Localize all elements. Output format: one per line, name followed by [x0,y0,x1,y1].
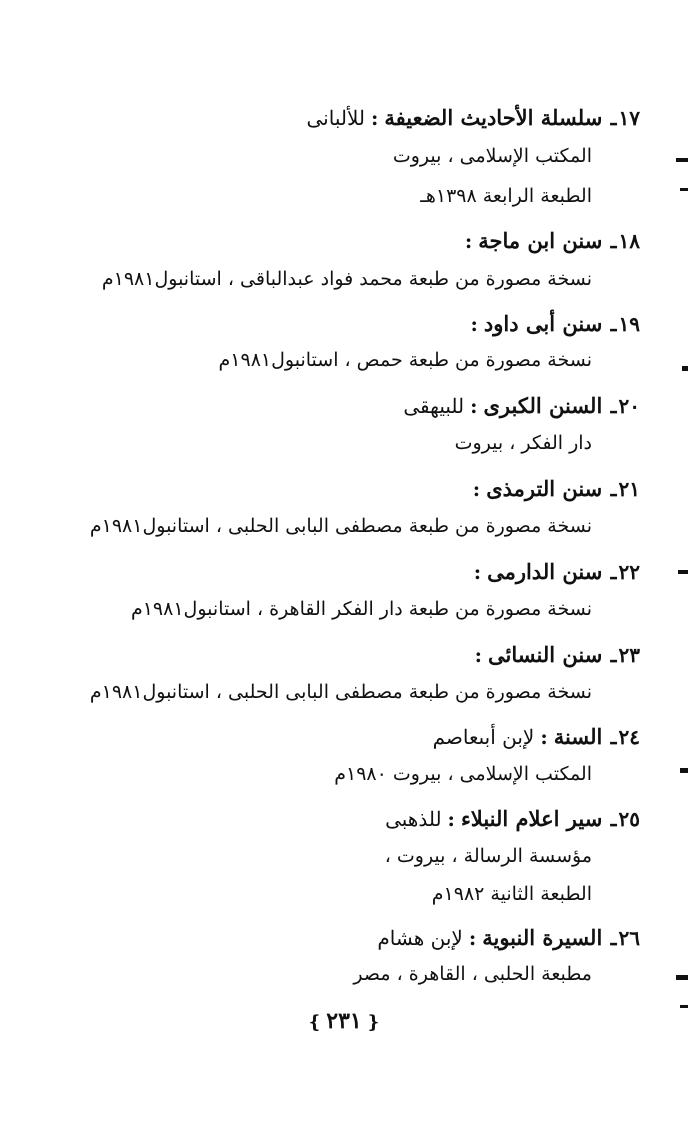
dash: ـ [610,106,617,130]
dash: ـ [610,394,617,418]
dash: ـ [610,725,617,749]
entry-detail: مؤسسة الرسالة ، بيروت ، [384,845,592,867]
entry-detail: نسخة مصورة من طبعة مصطفى البابى الحلبى ، استانبول١٩٨١م [89,515,592,537]
dash: ـ [610,926,617,950]
entry-number: ١٧ [618,106,640,130]
entry-title: سنن الترمذى [486,476,603,501]
colon: : [468,926,477,950]
scan-mark [682,366,688,371]
entry-number: ٢٢ [618,560,640,584]
entry-title: سنن ابن ماجة [478,228,603,253]
colon: : [473,560,482,584]
page-number: ٢٣١ [326,1008,362,1034]
entry-title: السنة [553,724,603,749]
scan-mark [680,188,688,191]
entry-detail: الطبعة الثانية ١٩٨٢م [431,883,592,905]
dash: ـ [610,560,617,584]
entry-detail: نسخة مصورة من طبعة محمد فواد عبدالباقى ، استانبول١٩٨١م [101,268,592,290]
colon: : [370,106,379,130]
entry-heading [459,226,640,256]
entry-heading [377,923,640,953]
colon: : [464,229,473,253]
entry-number: ٢٥ [618,807,640,831]
colon: : [540,725,548,749]
entry-heading [433,722,640,752]
entry-heading [403,391,640,421]
entry-detail: دار الفكر ، بيروت [454,432,592,454]
dash: ـ [610,643,617,667]
entry-number: ٢٤ [618,725,640,749]
entry-heading [385,804,640,834]
entry-title: سير اعلام النبلاء [460,806,603,831]
entry-detail: المكتب الإسلامى ، بيروت [392,145,592,167]
scan-mark [676,158,688,162]
entry-author: للذهبى [385,807,442,831]
entry-heading [465,309,641,339]
entry-author: للألبانى [306,106,365,130]
entry-title: سنن الدارمى [487,559,603,584]
entry-heading [467,474,640,504]
scan-mark [680,768,688,773]
entry-title: السيرة النبوية [482,925,603,950]
page-number-footer [0,1008,688,1034]
entry-detail: الطبعة الرابعة ١٣٩٨هـ [420,185,592,207]
entry-detail: نسخة مصورة من طبعة دار الفكر القاهرة ، استانبول١٩٨١م [130,598,592,620]
scan-mark [676,975,688,980]
entry-number: ٢٦ [618,926,640,950]
entry-number: ٢٠ [618,394,640,418]
scan-mark [678,570,688,574]
dash: ـ [610,477,617,501]
entry-number: ٢١ [618,477,640,501]
entry-heading [306,103,640,133]
ornament-left-icon: ❴ [365,1012,381,1033]
entry-number: ٢٣ [618,643,640,667]
entry-heading [469,640,640,670]
dash: ـ [610,312,617,336]
entry-author: لإبن هشام [377,926,463,950]
entry-title: سلسلة الأحاديث الضعيفة [384,105,603,130]
colon: : [447,807,455,831]
entry-detail: المكتب الإسلامى ، بيروت ١٩٨٠م [334,763,592,785]
entry-heading [468,557,640,587]
entry-detail: نسخة مصورة من طبعة حمص ، استانبول١٩٨١م [218,349,592,371]
scan-mark [680,1005,688,1008]
entry-detail: نسخة مصورة من طبعة مصطفى البابى الحلبى ، استانبول١٩٨١م [89,681,592,703]
entry-detail: مطبعة الحلبى ، القاهرة ، مصر [353,963,592,985]
ornament-right-icon: ❵ [307,1012,323,1033]
colon: : [470,312,478,336]
entry-title: سنن النسائى [488,642,603,667]
dash: ـ [610,807,617,831]
dash: ـ [610,229,617,253]
entry-author: لإبن أبىعاصم [432,725,535,749]
colon: : [474,643,483,667]
colon: : [472,477,481,501]
entry-title: السنن الكبرى [483,393,603,418]
entry-number: ١٨ [618,229,640,253]
entry-title: سنن أبى داود [483,311,603,336]
colon: : [470,394,478,418]
entry-number: ١٩ [618,312,640,336]
entry-author: للبيهقى [403,394,465,418]
